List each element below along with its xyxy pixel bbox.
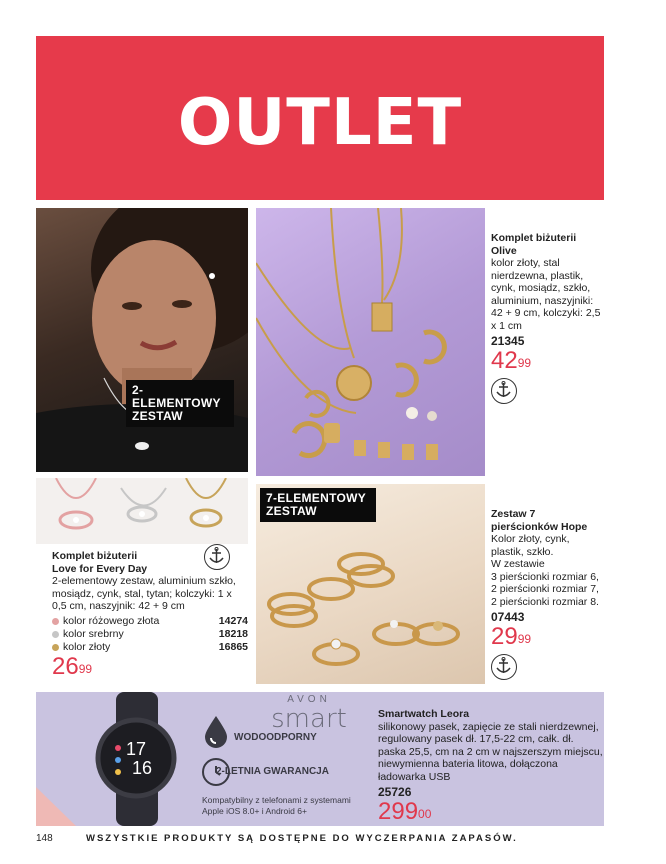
water-drop-icon xyxy=(202,714,230,748)
compatibility-note: Kompatybilny z telefonami z systemami Apple iOS 8.0+ i Android 6+ xyxy=(202,795,351,816)
waterproof-label: WODOODPORNY xyxy=(234,732,317,743)
outlet-banner xyxy=(36,36,604,200)
hope-description: Kolor złoty, cynk, plastik, szkło. xyxy=(491,533,570,558)
olive-name: Komplet biżuterii Olive xyxy=(491,232,577,257)
avon-brand: AVON xyxy=(287,694,331,705)
hope-code: 07443 xyxy=(491,610,525,624)
rings-photo xyxy=(256,484,485,684)
hope-product-info xyxy=(491,508,603,650)
gold-swatch xyxy=(52,644,59,651)
two-piece-tag: 2-ELEMENTOWY ZESTAW xyxy=(126,380,234,427)
smartwatch-section xyxy=(36,692,604,826)
hope-name: Zestaw 7 pierścionków Hope xyxy=(491,508,588,533)
olive-description: kolor złoty, stal nierdzewna, plastik, cynk, mosiądz, szkło, aluminium, naszyjniki: 42 + 9 cm, kolczyki: 2,5 x 1 cm xyxy=(491,257,601,332)
availability-note: WSZYSTKIE PRODUKTY SĄ DOSTĘPNE DO WYCZERPANIA ZAPASÓW. xyxy=(86,832,518,844)
smartwatch-name: Smartwatch Leora xyxy=(378,708,470,720)
portrait-photo xyxy=(36,208,248,472)
smartwatch-product-info xyxy=(378,708,604,825)
love-variant-rose[interactable]: kolor różowego złota 14274 xyxy=(52,615,248,628)
love-variant-silver[interactable]: kolor srebrny 18218 xyxy=(52,628,248,641)
portrait-illustration xyxy=(36,208,248,472)
olive-jewelry-photo xyxy=(256,208,485,476)
smart-brand: smart xyxy=(271,704,347,734)
anchor-badge-icon xyxy=(204,544,230,570)
smartwatch-code: 25726 xyxy=(378,785,412,799)
olive-product-info xyxy=(491,232,603,374)
seven-piece-tag: 7-ELEMENTOWY ZESTAW xyxy=(260,488,376,522)
eye-jewelry-photo xyxy=(36,478,248,544)
hope-price: $29^{99}$ xyxy=(491,622,532,650)
love-name: Komplet biżuterii Love for Every Day xyxy=(52,550,148,575)
anchor-badge-icon xyxy=(491,378,517,404)
watch-hour: 17 xyxy=(125,739,147,759)
page-number: 148 xyxy=(36,832,53,844)
watch-minute: 16 xyxy=(131,758,153,778)
hope-set-item: 3 pierścionki rozmiar 6, xyxy=(491,570,599,583)
olive-jewelry-illustration xyxy=(256,208,485,476)
page-footer xyxy=(36,830,604,846)
olive-price: $42^{99}$ xyxy=(491,346,532,374)
love-variant-gold[interactable]: kolor złoty 16865 xyxy=(52,641,248,654)
love-description: 2-elementowy zestaw, aluminium szkło, mosiądz, cynk, stal, tytan; kolczyki: 1 x 0,5 cm, naszyjnik: 42 + 9 cm xyxy=(52,575,236,612)
anchor-badge-icon xyxy=(491,654,517,680)
eye-jewelry-illustration xyxy=(36,478,248,544)
olive-code: 21345 xyxy=(491,334,525,348)
rose-gold-swatch xyxy=(52,618,59,625)
love-price: $26^{99}$ xyxy=(52,652,93,680)
silver-swatch xyxy=(52,631,59,638)
banner-title: OUTLET xyxy=(177,86,463,160)
smartwatch-illustration xyxy=(36,692,226,826)
love-variants xyxy=(52,615,248,654)
smartwatch-description: silikonowy pasek, zapięcie ze stali nierdzewnej, regulowany pasek dł. 17,5-22 cm, całk. dł. paska 25,5, cm na 2 cm w najszerszym miejscu, niewymienna bateria litowa, dołączona ładowarka USB xyxy=(378,720,603,783)
warranty-label: 2-LETNIA GWARANCJA xyxy=(216,766,329,777)
smartwatch-price: $299^{00}$ xyxy=(378,797,432,825)
hope-set-item: 2 pierścionki rozmiar 7, xyxy=(491,583,599,595)
hope-set-item: 2 pierścionki rozmiar 8. xyxy=(491,595,599,608)
hope-set-heading: W zestawie xyxy=(491,558,545,570)
